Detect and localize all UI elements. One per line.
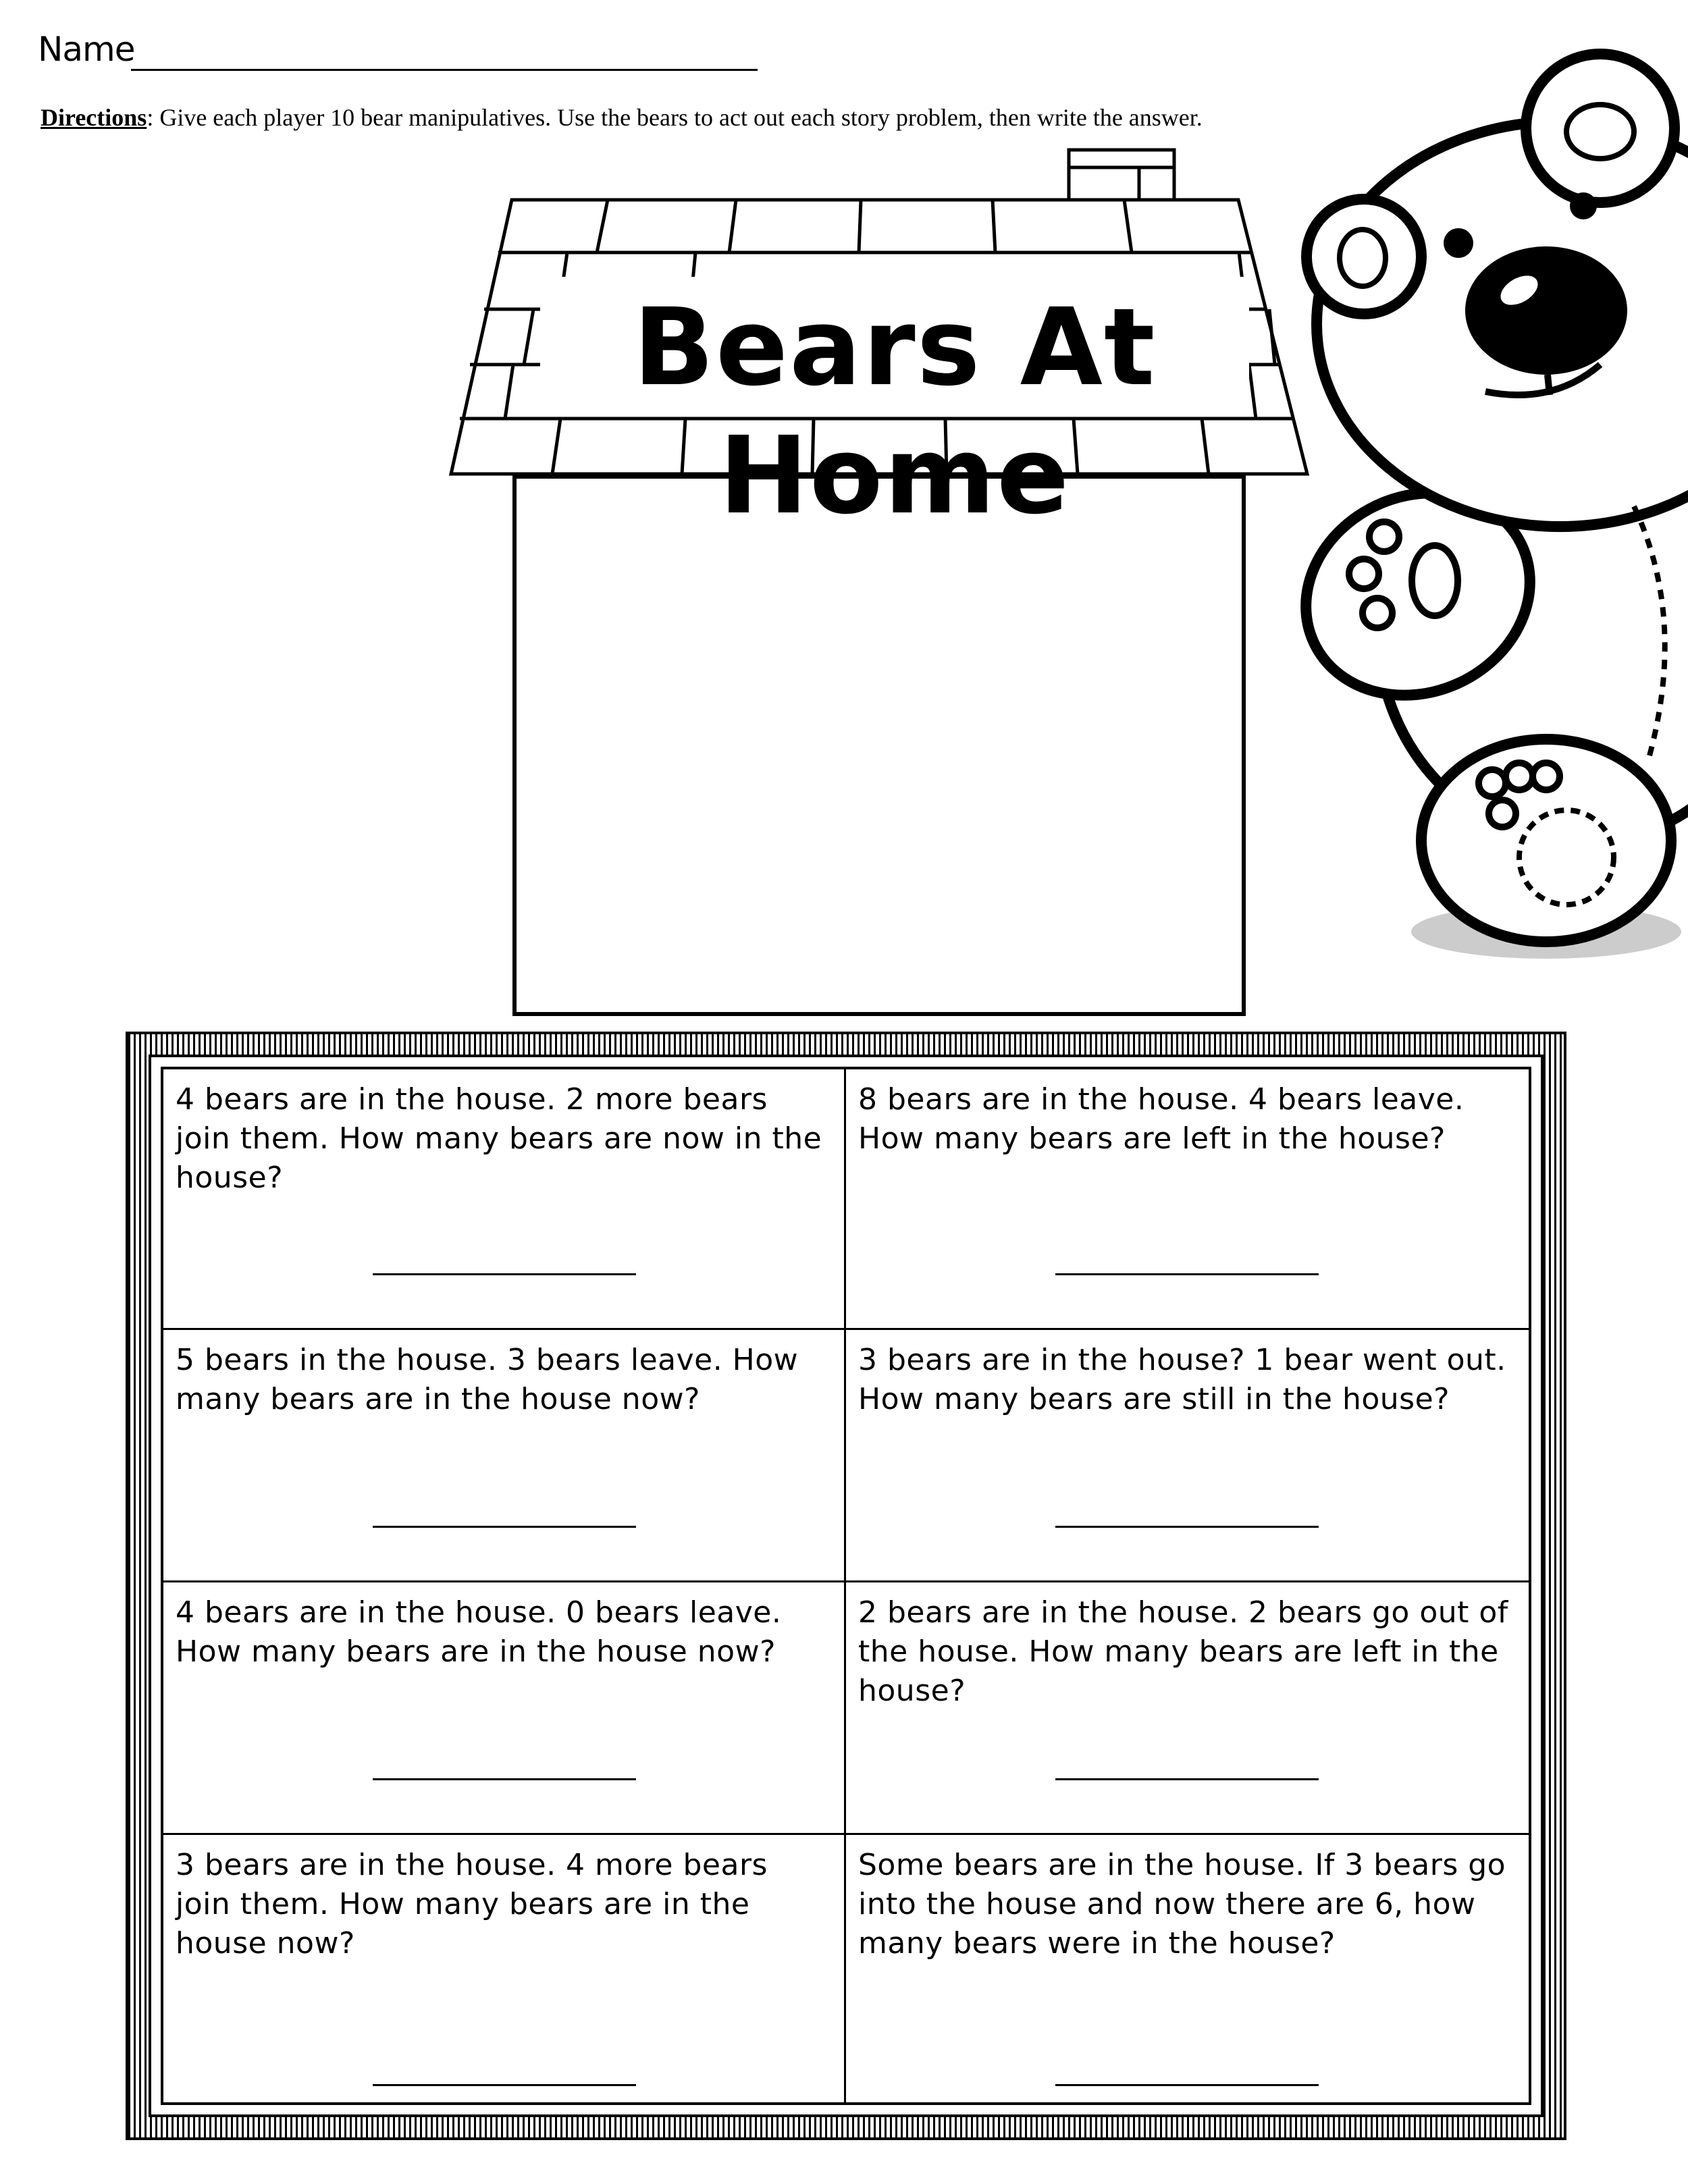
problem-cell: [846, 1582, 1529, 1835]
answer-line[interactable]: [373, 1526, 636, 1528]
directions-label: Directions: [41, 104, 147, 131]
answer-line[interactable]: [1055, 1273, 1319, 1275]
answer-line[interactable]: [1055, 1526, 1319, 1528]
problem-cell: [846, 1330, 1529, 1582]
problem-text: 4 bears are in the house. 0 bears leave. How many bears are in the house now?: [176, 1595, 782, 1669]
answer-line[interactable]: [373, 1778, 636, 1780]
teddy-bear-icon: [1283, 41, 1688, 972]
chimney: [1069, 150, 1174, 200]
problem-text: 4 bears are in the house. 2 more bears join them. How many bears are now in the house?: [176, 1082, 822, 1195]
problem-cell: [846, 1835, 1529, 2102]
problems-frame-inner: [149, 1055, 1544, 2117]
problem-text: 3 bears are in the house. 4 more bears join them. How many bears are in the house now?: [176, 1848, 768, 1961]
problems-frame: [126, 1032, 1566, 2140]
problem-cell: [163, 1069, 846, 1330]
problem-cell: [163, 1330, 846, 1582]
problem-cell: [163, 1582, 846, 1835]
answer-line[interactable]: [373, 1273, 636, 1275]
answer-line[interactable]: [373, 2084, 636, 2086]
house-title: Bears At Home: [633, 286, 1157, 538]
problem-text: 8 bears are in the house. 4 bears leave. How many bears are left in the house?: [858, 1082, 1465, 1156]
problem-cell: [163, 1835, 846, 2102]
name-label: Name: [38, 30, 135, 69]
problem-text: 5 bears in the house. 3 bears leave. How many bears are in the house now?: [176, 1343, 799, 1416]
problem-text: 2 bears are in the house. 2 bears go out of the house. How many bears are left in the house?: [858, 1595, 1508, 1708]
directions-text: : Give each player 10 bear manipulatives. Use the bears to act out each story problem, then write the answer.: [147, 104, 1203, 131]
problem-text: 3 bears are in the house? 1 bear went out. How many bears are still in the house?: [858, 1343, 1506, 1416]
problem-text: Some bears are in the house. If 3 bears go into the house and now there are 6, how many bears were in the house?: [858, 1848, 1506, 1961]
answer-line[interactable]: [1055, 1778, 1319, 1780]
answer-line[interactable]: [1055, 2084, 1319, 2086]
house-body: [515, 477, 1244, 1014]
problems-grid: [161, 1067, 1531, 2105]
problem-cell: [846, 1069, 1529, 1330]
